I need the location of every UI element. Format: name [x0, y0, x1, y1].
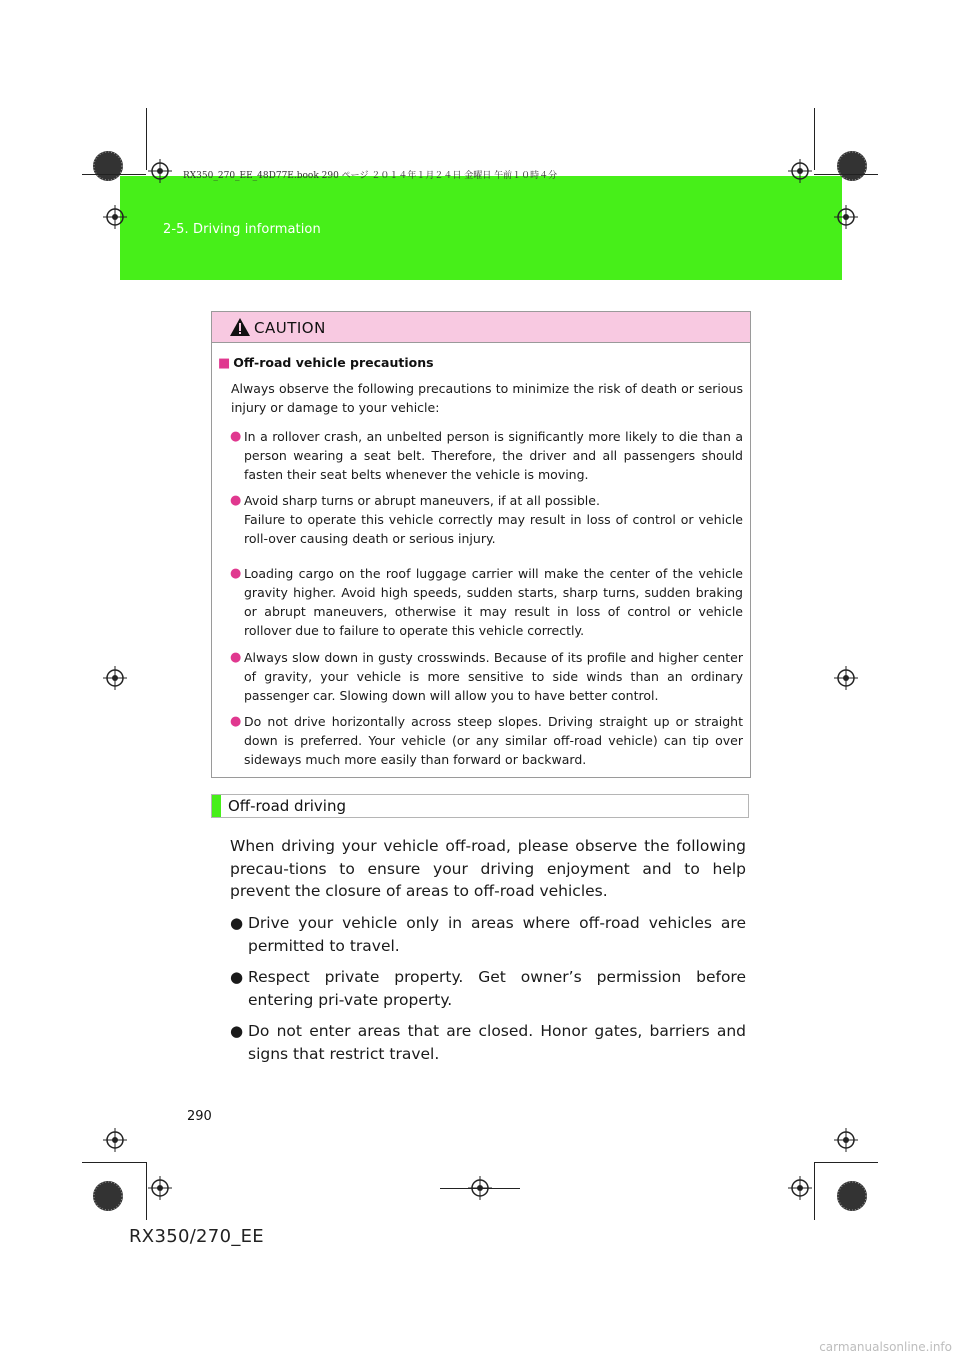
model-code: RX350/270_EE — [129, 1226, 264, 1247]
crosshair-icon — [834, 666, 858, 690]
section-heading-bar — [211, 794, 749, 818]
bullet-icon: ● — [230, 968, 244, 986]
caution-intro: Always observe the following precautions to minimize the risk of death or serious injury or damage to your vehicle: — [231, 381, 743, 415]
crosshair-icon — [788, 1176, 812, 1200]
caution-title: CAUTION — [254, 319, 326, 337]
crosshair-icon — [834, 1128, 858, 1152]
page-number: 290 — [187, 1109, 212, 1124]
section-item — [230, 912, 746, 957]
crop-line — [440, 1188, 520, 1189]
registration-mark-icon — [832, 146, 872, 186]
running-header-section: 2-5. Driving information — [163, 222, 321, 237]
caution-item-text: Avoid sharp turns or abrupt maneuvers, if at all possible. — [244, 493, 600, 508]
warning-triangle-icon — [229, 317, 251, 337]
caution-item-text: Failure to operate this vehicle correctly may result in loss of control or vehicle roll-over causing death or serious injury. — [244, 512, 743, 546]
caution-header — [212, 312, 750, 343]
crop-line — [146, 1162, 147, 1220]
section-accent — [212, 795, 221, 817]
crop-line — [814, 1162, 815, 1220]
caution-item-text: In a rollover crash, an unbelted person is significantly more likely to die than a person wearing a seat belt. Therefore, the driver and all passengers should fasten their seat belts whenever the vehicle is moving. — [244, 429, 743, 482]
crosshair-icon — [148, 159, 172, 183]
registration-mark-icon — [832, 1176, 872, 1216]
section-item-text: Do not enter areas that are closed. Honor gates, barriers and signs that restrict travel. — [248, 1022, 746, 1063]
bullet-icon: ● — [230, 714, 242, 729]
caution-item-text: Loading cargo on the roof luggage carrier will make the center of the vehicle gravity higher. Avoid high speeds, sudden starts, sharp turns, sudden braking or abrupt maneuvers, otherwise it may result in loss of control or vehicle rollover due to failure to operate this vehicle correctly. — [244, 566, 743, 638]
caution-item — [230, 491, 743, 548]
crosshair-icon — [834, 205, 858, 229]
crosshair-icon — [148, 1176, 172, 1200]
bullet-icon: ● — [230, 566, 242, 581]
square-bullet-icon: ■ — [218, 356, 231, 371]
crosshair-icon — [103, 1128, 127, 1152]
caution-item — [230, 712, 743, 769]
registration-mark-icon — [88, 146, 128, 186]
section-item — [230, 1020, 746, 1065]
bullet-icon: ● — [230, 1022, 244, 1040]
caution-item — [230, 564, 743, 640]
crosshair-icon — [103, 205, 127, 229]
crop-line — [146, 108, 147, 170]
section-title: Off-road driving — [228, 797, 346, 815]
caution-heading-text: Off-road vehicle precautions — [233, 355, 434, 370]
section-item — [230, 966, 746, 1011]
caution-item-text: Do not drive horizontally across steep slopes. Driving straight up or straight down is preferred. Your vehicle (or any similar off-road vehicle) can tip over sideways much more easily than forward or backward. — [244, 714, 743, 767]
caution-item-text: Always slow down in gusty crosswinds. Because of its profile and higher center of gravity, your vehicle is more sensitive to side winds than an ordinary passenger car. Slowing down will allow you to have better control. — [244, 650, 743, 703]
crosshair-icon — [103, 666, 127, 690]
bullet-icon: ● — [230, 914, 244, 932]
bullet-icon: ● — [230, 429, 242, 444]
caution-heading — [218, 355, 434, 371]
watermark: carmanualsonline.info — [819, 1340, 952, 1354]
crop-line — [82, 1162, 146, 1163]
crop-line — [814, 108, 815, 170]
crop-line — [814, 1162, 878, 1163]
section-item-text: Drive your vehicle only in areas where off-road vehicles are permitted to travel. — [248, 914, 746, 955]
crosshair-icon — [788, 159, 812, 183]
caution-item — [230, 427, 743, 484]
crop-line — [82, 174, 146, 175]
caution-item — [230, 648, 743, 705]
registration-mark-icon — [88, 1176, 128, 1216]
section-item-text: Respect private property. Get owner’s permission before entering pri-vate property. — [248, 968, 746, 1009]
section-intro: When driving your vehicle off-road, please observe the following precau-tions to ensure your driving enjoyment and to help prevent the closure of areas to off-road vehicles. — [230, 837, 746, 900]
bullet-icon: ● — [230, 650, 242, 665]
bullet-icon: ● — [230, 493, 242, 508]
print-book-info: RX350_270_EE_48D77E.book 290 ページ ２０１４年１月２４日 金曜日 午前１０時４分 — [183, 171, 558, 181]
caution-box — [211, 311, 751, 778]
crop-line — [814, 174, 878, 175]
